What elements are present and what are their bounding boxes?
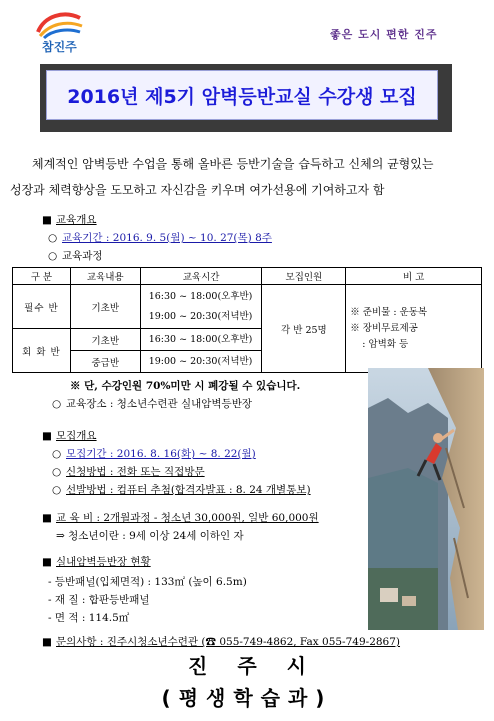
note-equipment: ※ 장비무료제공 [350, 322, 418, 334]
notes-cell [346, 285, 482, 373]
intro-line-1: 체계적인 암벽등반 수업을 통해 올바른 등반기술을 습득하고 신체의 균형있는 [32, 157, 434, 171]
recruit-heading: ■ 모집개요 [42, 430, 97, 442]
course-heading: ○ 교육과정 [48, 250, 103, 262]
content-cell: 기초반 [70, 285, 140, 329]
capacity-cell: 각 반 25명 [262, 285, 346, 373]
issuing-department: (평생학습과) [161, 686, 333, 710]
group-intensive: 회 화 반 [13, 329, 71, 373]
time-evening: 19:00 ~ 20:30(저녁반) [148, 310, 253, 322]
circle-bullet-icon: ○ [52, 448, 62, 460]
fee-youth-note: ⇒ 청소년이란 : 9세 이상 24세 이하인 자 [56, 530, 244, 542]
content-cell: 중급반 [70, 351, 140, 373]
city-slogan: 좋은 도시 편한 진주 [330, 28, 438, 41]
contact-line: ■ 문의사항 : 진주시청소년수련관 (☎ 055-749-4862, Fax 055-749-2867) [42, 636, 401, 648]
facility-material: - 재 질 : 합판등반패널 [48, 594, 150, 606]
time-cell: 19:00 ~ 20:30(저녁반) [140, 351, 262, 373]
logo-text: 참진주 [42, 40, 77, 54]
header-content: 교육내용 [70, 268, 140, 285]
circle-bullet-icon: ○ [52, 466, 62, 478]
circle-bullet-icon: ○ [48, 232, 58, 244]
time-cell [140, 285, 262, 329]
square-bullet-icon: ■ [42, 430, 52, 442]
header-capacity: 모집인원 [262, 268, 346, 285]
circle-bullet-icon: ○ [48, 250, 58, 262]
header-category: 구 분 [13, 268, 71, 285]
recruit-period: ○ 모집기간 : 2016. 8. 16(화) ~ 8. 22(월) [52, 448, 256, 460]
overview-heading: ■ 교육개요 [42, 214, 97, 226]
title-box [46, 70, 438, 120]
selection-method: ○ 선발방법 : 컴퓨터 추첨(합격자발표 : 8. 24 개별통보) [52, 484, 311, 496]
group-required: 필수 반 [13, 285, 71, 329]
schedule-table [12, 267, 482, 373]
facility-heading: ■ 실내암벽등반장 현황 [42, 556, 151, 568]
content-cell: 기초반 [70, 329, 140, 351]
cancellation-notice: ※ 단, 수강인원 70%미만 시 폐강될 수 있습니다. [70, 380, 301, 392]
header-notes: 비 고 [346, 268, 482, 285]
page-title: 2016년 제5기 암벽등반교실 수강생 모집 [67, 85, 417, 108]
climber-photo [368, 368, 484, 630]
venue-line: ○ 교육장소 : 청소년수련관 실내암벽등반장 [52, 398, 252, 410]
square-bullet-icon: ■ [42, 636, 52, 648]
title-frame [40, 64, 452, 132]
circle-bullet-icon: ○ [52, 398, 62, 410]
facility-board: - 등반패널(입체면적) : 133㎡ (높이 6.5m) [48, 576, 247, 588]
note-supplies: ※ 준비물 : 운동복 [350, 306, 428, 318]
circle-bullet-icon: ○ [52, 484, 62, 496]
header-time: 교육시간 [140, 268, 262, 285]
facility-area: - 면 적 : 114.5㎡ [48, 612, 130, 624]
time-cell: 16:30 ~ 18:00(오후반) [140, 329, 262, 351]
note-shoes: : 암벽화 등 [362, 338, 409, 350]
city-logo [30, 8, 88, 54]
square-bullet-icon: ■ [42, 512, 52, 524]
square-bullet-icon: ■ [42, 214, 52, 226]
intro-line-2: 성장과 체력향상을 도모하고 자신감을 키우며 여가선용에 기여하고자 함 [10, 183, 385, 197]
square-bullet-icon: ■ [42, 556, 52, 568]
intro-paragraph [10, 151, 490, 203]
issuing-organization: 진주시 [188, 654, 336, 678]
overview-period: ○ 교육기간 : 2016. 9. 5(월) ~ 10. 27(목) 8주 [48, 232, 272, 244]
time-afternoon: 16:30 ~ 18:00(오후반) [148, 290, 253, 302]
fee-line: ■ 교 육 비 : 2개월과정 - 청소년 30,000원, 일반 60,000원 [42, 512, 319, 524]
table-row [13, 285, 482, 329]
table-header-row [13, 268, 482, 285]
apply-method: ○ 신청방법 : 전화 또는 직접방문 [52, 466, 205, 478]
